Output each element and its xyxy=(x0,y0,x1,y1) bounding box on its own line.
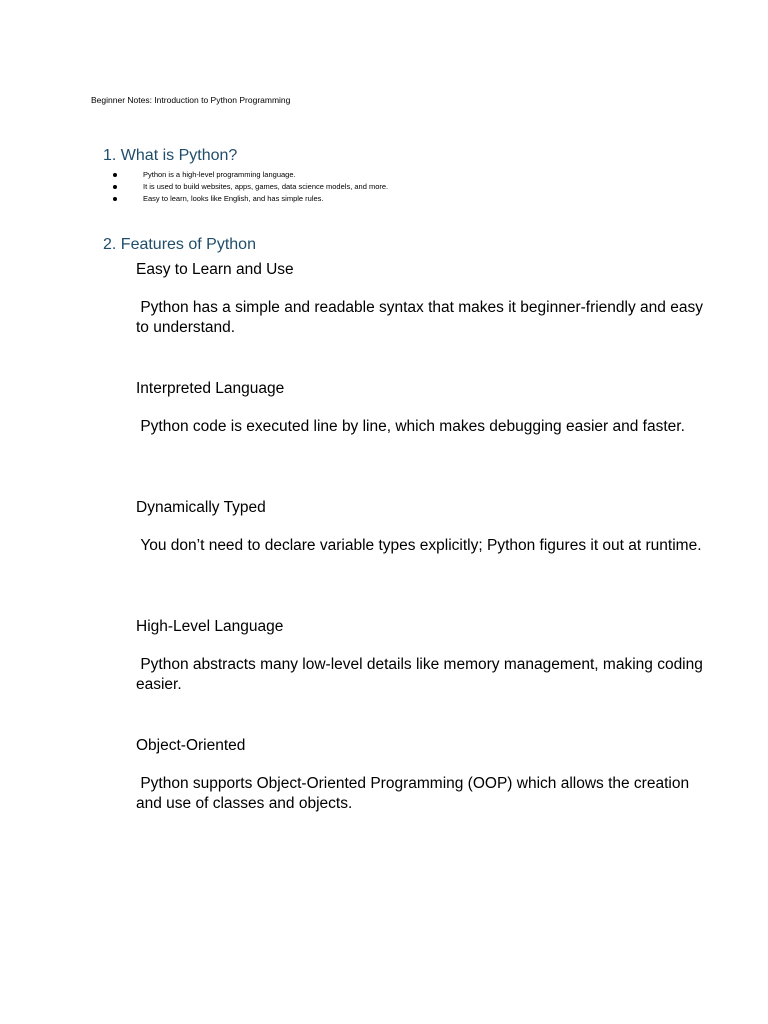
feature-item xyxy=(136,735,706,854)
feature-item xyxy=(136,259,706,378)
document-title: Beginner Notes: Introduction to Python Programming xyxy=(91,95,291,105)
feature-name: Dynamically Typed xyxy=(136,499,266,516)
feature-description: You don’t need to declare variable types explicitly; Python figures it out at runtime. xyxy=(136,537,702,554)
feature-description: Python code is executed line by line, which makes debugging easier and faster. xyxy=(136,418,685,435)
feature-name: Object-Oriented xyxy=(136,737,246,754)
feature-name: High-Level Language xyxy=(136,618,284,635)
section-heading-features: 2. Features of Python xyxy=(103,236,256,253)
features-list xyxy=(136,259,706,854)
feature-description: Python abstracts many low-level details like memory management, making coding easier. xyxy=(136,656,708,693)
feature-name: Easy to Learn and Use xyxy=(136,261,294,278)
section-heading-what-is-python: 1. What is Python? xyxy=(103,147,238,164)
feature-item xyxy=(136,378,706,497)
feature-description: Python has a simple and readable syntax that makes it beginner-friendly and easy to understand. xyxy=(136,299,708,336)
list-item-text: It is used to build websites, apps, games, data science models, and more. xyxy=(143,182,389,191)
feature-name: Interpreted Language xyxy=(136,380,285,397)
feature-item xyxy=(136,616,706,735)
feature-description: Python supports Object-Oriented Programming (OOP) which allows the creation and use of classes and objects. xyxy=(136,775,694,812)
list-item-text: Python is a high-level programming language. xyxy=(143,170,296,179)
list-item-text: Easy to learn, looks like English, and has simple rules. xyxy=(143,194,324,203)
bullet-icon xyxy=(113,197,117,201)
feature-item xyxy=(136,497,706,616)
bullet-icon xyxy=(113,185,117,189)
bullet-icon xyxy=(113,173,117,177)
